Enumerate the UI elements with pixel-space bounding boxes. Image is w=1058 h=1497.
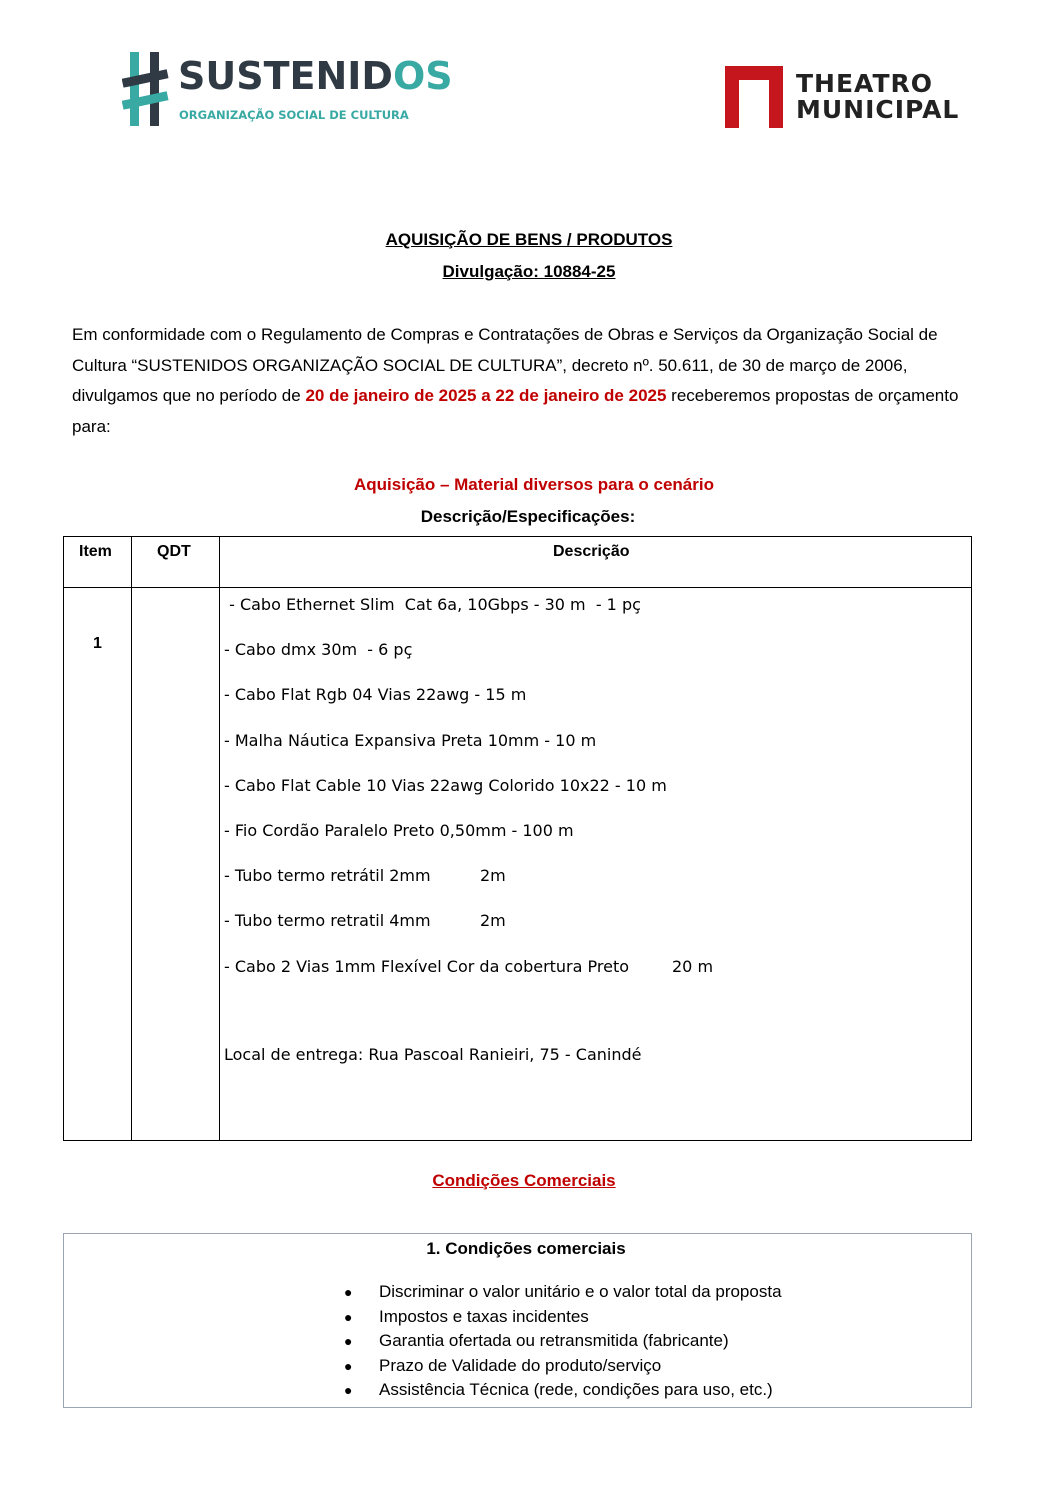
items-table xyxy=(63,536,972,1141)
delivery-location: Local de entrega: Rua Pascoal Ranieiri, 75 - Canindé xyxy=(224,1045,642,1064)
column-divider xyxy=(131,537,132,1140)
bullet-icon: ● xyxy=(344,1308,353,1325)
list-item: - Tubo termo retrátil 2mm 2m xyxy=(224,864,964,909)
hash-logo-icon xyxy=(122,50,178,130)
period-highlight: 20 de janeiro de 2025 a 22 de janeiro de 2025 xyxy=(305,386,667,405)
list-item: - Malha Náutica Expansiva Preta 10mm - 10 m xyxy=(224,730,597,750)
list-item: - Cabo dmx 30m - 6 pç xyxy=(224,640,413,660)
theatre-arch-icon xyxy=(723,64,787,130)
acquisition-title: Aquisição – Material diversos para o cenário xyxy=(354,475,714,494)
spec-heading: Descrição/Especificações: xyxy=(420,507,636,526)
quantity: 20 m xyxy=(672,956,714,976)
sustenidos-logo xyxy=(122,50,453,130)
conditions-list xyxy=(344,1280,782,1403)
list-item: ● Assistência Técnica (rede, condições para uso, etc.) xyxy=(344,1378,782,1403)
list-item: - Tubo termo retratil 4mm 2m xyxy=(224,909,964,954)
brand-name: SUSTENIDOS xyxy=(178,54,453,98)
theatre-name-line1: THEATRO xyxy=(796,69,934,98)
list-item: ● Prazo de Validade do produto/serviço xyxy=(344,1354,782,1379)
header-descricao: Descrição xyxy=(553,543,630,560)
conditions-title: Condições Comerciais xyxy=(432,1171,616,1190)
quantity: 2m xyxy=(480,911,506,931)
list-item: - Cabo Flat Rgb 04 Vias 22awg - 15 m xyxy=(224,685,527,705)
brand-subtitle: ORGANIZAÇÃO SOCIAL DE CULTURA xyxy=(179,108,409,122)
list-item: - Cabo Flat Cable 10 Vias 22awg Colorido 10x22 - 10 m xyxy=(224,775,667,795)
divulgacao-number: Divulgação: 10884-25 xyxy=(442,262,616,281)
list-item: ● Discriminar o valor unitário e o valor total da proposta xyxy=(344,1280,782,1305)
theatre-name-line2: MUNICIPAL xyxy=(796,95,960,124)
list-item: ● Impostos e taxas incidentes xyxy=(344,1305,782,1330)
list-item: ● Garantia ofertada ou retransmitida (fabricante) xyxy=(344,1329,782,1354)
item-number: 1 xyxy=(93,635,102,652)
list-item: - Fio Cordão Paralelo Preto 0,50mm - 100 m xyxy=(224,820,574,840)
document-title: AQUISIÇÃO DE BENS / PRODUTOS xyxy=(385,230,673,249)
bullet-icon: ● xyxy=(344,1284,353,1300)
theatro-municipal-logo xyxy=(723,64,963,130)
list-item: - Cabo Ethernet Slim Cat 6a, 10Gbps - 30 m - 1 pç xyxy=(224,595,641,614)
header-divider xyxy=(64,587,971,588)
conditions-box xyxy=(63,1233,972,1408)
column-divider xyxy=(219,537,220,1140)
quantity: 2m xyxy=(480,866,506,886)
bullet-icon: ● xyxy=(344,1357,353,1374)
conditions-heading: 1. Condições comerciais xyxy=(426,1239,626,1258)
intro-paragraph: Em conformidade com o Regulamento de Compras e Contratações de Obras e Serviços da Organização Social de Cultura “SUSTENIDOS ORGANIZAÇÃO SOCIAL DE CULTURA”, decreto nº. 50.611, de 30 de março de 2006, divulgamos que no período de 20 de janeiro de 2025 a 22 de janeiro de 2025 receberemos propostas de orçamento para: xyxy=(72,325,959,436)
bullet-icon: ● xyxy=(344,1382,353,1398)
bullet-icon: ● xyxy=(344,1333,353,1349)
list-item: - Cabo 2 Vias 1mm Flexível Cor da cobertura Preto 20 m xyxy=(224,955,964,1000)
description-list xyxy=(224,593,964,1000)
header-item: Item xyxy=(79,543,112,560)
header-qdt: QDT xyxy=(157,543,191,560)
